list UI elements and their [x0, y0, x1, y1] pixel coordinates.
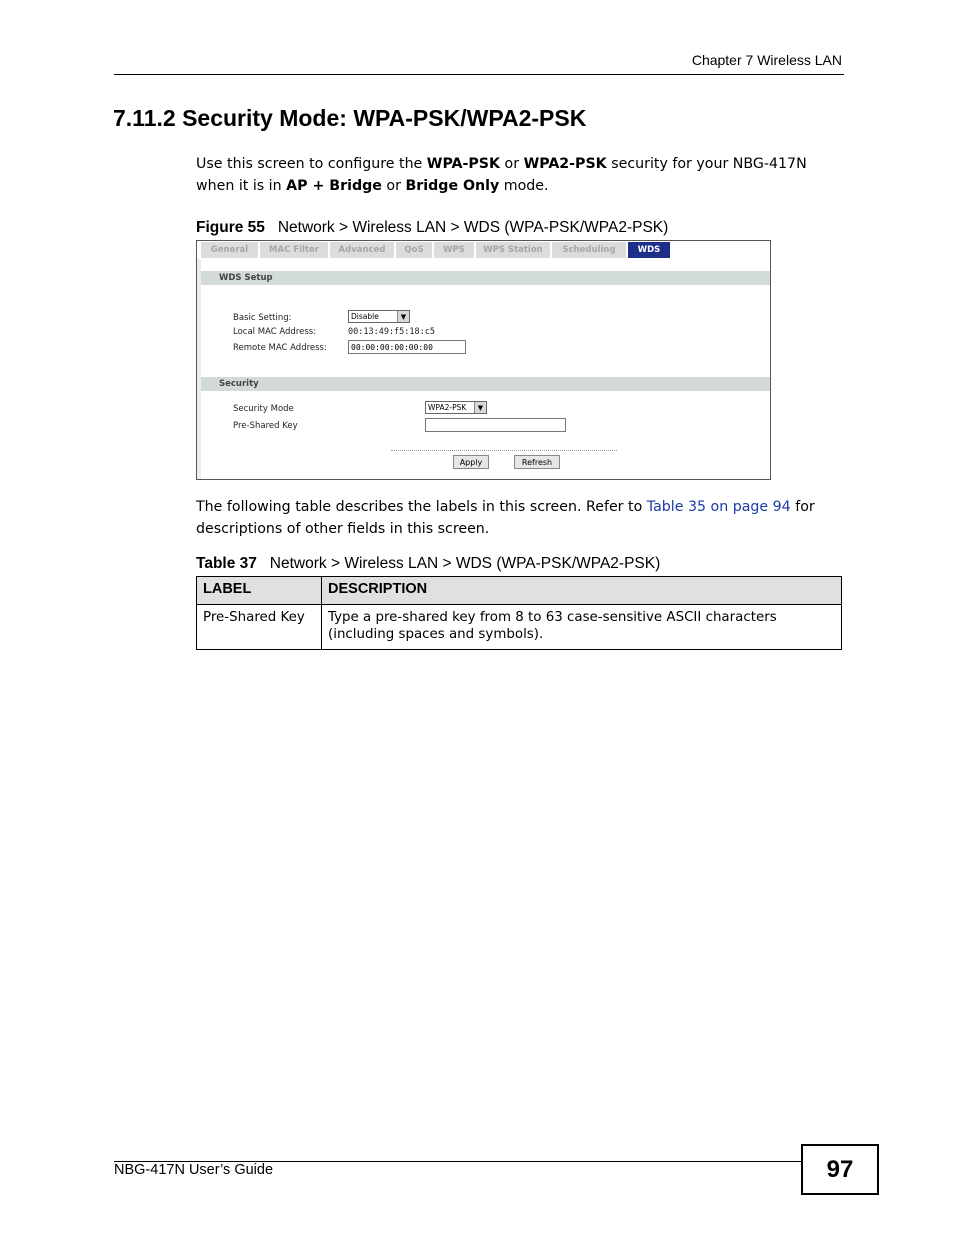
- wds-setup-heading: WDS Setup: [201, 271, 770, 285]
- row-label: Pre-Shared Key: [197, 605, 322, 650]
- refresh-button[interactable]: Refresh: [514, 455, 560, 469]
- table-row: [197, 605, 842, 650]
- wds-screenshot: [196, 240, 771, 480]
- chapter-header: Chapter 7 Wireless LAN: [691, 52, 842, 68]
- tab-qos[interactable]: QoS: [396, 242, 432, 258]
- security-mode-select[interactable]: [425, 401, 487, 414]
- chevron-down-icon: ▼: [474, 402, 486, 413]
- wds-form: [201, 259, 770, 479]
- local-mac-value: 00:13:49:f5:18:c5: [348, 327, 435, 337]
- tab-bar: [201, 242, 670, 258]
- label-column-header: LABEL: [197, 577, 322, 605]
- intro-paragraph: Use this screen to configure the WPA-PSK or WPA2-PSK security for your NBG-417N when it is in AP + Bridge or Bridge Only mode.: [196, 156, 807, 194]
- tab-wps-station[interactable]: WPS Station: [476, 242, 550, 258]
- basic-setting-select[interactable]: [348, 310, 410, 323]
- security-mode-value: WPA2-PSK: [428, 403, 467, 412]
- tab-wps[interactable]: WPS: [434, 242, 474, 258]
- header-rule: [114, 74, 844, 75]
- following-paragraph: The following table describes the labels in this screen. Refer to Table 35 on page 94 for descriptions of other fields in this screen.: [196, 499, 815, 537]
- tab-general[interactable]: General: [201, 242, 258, 258]
- security-mode-label: Security Mode: [233, 404, 294, 414]
- tab-wds[interactable]: WDS: [628, 242, 670, 258]
- figure-caption: Figure 55 Network > Wireless LAN > WDS (WPA-PSK/WPA2-PSK): [196, 219, 669, 236]
- local-mac-label: Local MAC Address:: [233, 327, 317, 337]
- page-number: 97: [801, 1144, 879, 1195]
- tab-mac-filter[interactable]: MAC Filter: [260, 242, 328, 258]
- pre-shared-key-input[interactable]: [425, 418, 566, 432]
- table-header-row: [197, 577, 842, 605]
- pre-shared-key-label: Pre-Shared Key: [233, 421, 298, 431]
- remote-mac-label: Remote MAC Address:: [233, 343, 327, 353]
- tab-scheduling[interactable]: Scheduling: [552, 242, 626, 258]
- remote-mac-input[interactable]: 00:00:00:00:00:00: [348, 340, 466, 354]
- basic-setting-value: Disable: [351, 312, 379, 321]
- label-description-table: [196, 576, 842, 650]
- section-title: 7.11.2 Security Mode: WPA-PSK/WPA2-PSK: [113, 105, 587, 131]
- chevron-down-icon: ▼: [397, 311, 409, 322]
- guide-title: NBG-417N User’s Guide: [114, 1162, 274, 1178]
- table-35-link[interactable]: Table 35 on page 94: [646, 499, 791, 515]
- row-description: Type a pre-shared key from 8 to 63 case-sensitive ASCII characters (including spaces and symbols).: [322, 605, 842, 650]
- tab-advanced[interactable]: Advanced: [330, 242, 394, 258]
- apply-button[interactable]: Apply: [453, 455, 489, 469]
- security-heading: Security: [201, 377, 770, 391]
- dotted-separator: [391, 450, 617, 451]
- table-caption: Table 37 Network > Wireless LAN > WDS (WPA-PSK/WPA2-PSK): [196, 555, 661, 572]
- basic-setting-label: Basic Setting:: [233, 313, 292, 323]
- description-column-header: DESCRIPTION: [322, 577, 842, 605]
